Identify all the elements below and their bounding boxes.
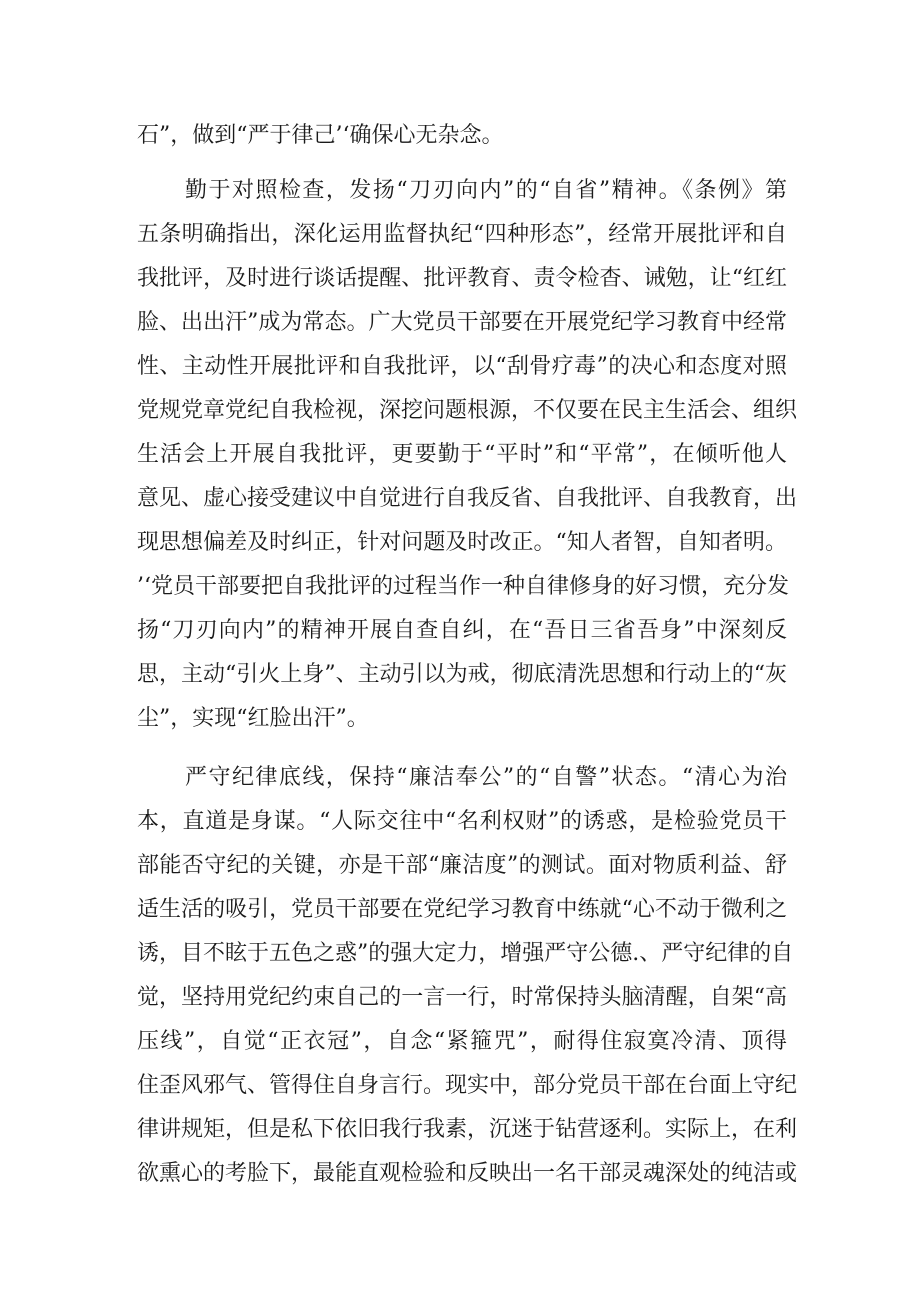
text-line: 现思想偏差及时纠正，针对问题及时改正。“知人者智，自知者明。 bbox=[137, 530, 787, 555]
text-line: 思，主动“引火上身”、主动引以为戒，彻底清洗思想和行动上的“灰 bbox=[137, 662, 787, 687]
text-line: 生活会上开展自我批评，更要勤于“平时”和“平常”，在倾听他人 bbox=[137, 442, 787, 467]
text-line: 扬“刀刃向内”的精神开展自查自纠，在“吾日三省吾身”中深刻反 bbox=[137, 618, 787, 643]
text-line: 尘”，实现“红脸出汗”。 bbox=[137, 706, 369, 731]
text-line: 律讲规矩，但是私下依旧我行我素，沉迷于钻营逐利。实际上，在利 bbox=[137, 1117, 798, 1142]
text-line: 适生活的吸引，党员干部要在党纪学习教育中练就“心不动于微利之 bbox=[137, 897, 787, 922]
paragraph-first-line: 严守纪律底线，保持“廉洁奉公”的“自警”状态。“清心为治 bbox=[185, 765, 787, 790]
text-line: 意见、虚心接受建议中自觉进行自我反省、自我批评、自我教育，出 bbox=[137, 486, 798, 511]
text-line: 诱，目不眩于五色之惑”的强大定力，增强严守公德.、严守纪律的自 bbox=[137, 941, 794, 966]
text-line: 压线”，自觉“正衣冠”，自念“紧箍咒”，耐得住寂寞冷清、顶得 bbox=[137, 1029, 787, 1054]
text-line: 我批评，及时进行谈话提醒、批评教育、责令检杳、诫勉，让“红红 bbox=[137, 266, 787, 291]
paragraph-first-line: 勤于对照检查，发扬“刀刃向内”的“自省”精神。《条例》第 bbox=[185, 178, 787, 203]
text-line: 石”，做到“严于律己’‘确保心无杂念。 bbox=[137, 123, 504, 148]
text-line: 觉，坚持用党纪约束自己的一言一行，时常保持头脑清醒，自架“高 bbox=[137, 985, 787, 1010]
text-line: 欲熏心的考脸下，最能直观检验和反映出一名干部灵魂深处的纯洁或 bbox=[137, 1161, 798, 1186]
text-line: 部能否守纪的关键，亦是干部“廉洁度”的测试。面对物质利益、舒 bbox=[137, 853, 787, 878]
text-line: ’‘党员干部要把自我批评的过程当作一种自律修身的好习惯，充分发 bbox=[137, 574, 789, 599]
text-line: 本，直道是身谋。“人际交往中“名利权财”的诱惑，是检验党员干 bbox=[137, 809, 787, 834]
text-line: 党规党章党纪自我检视，深挖问题根源，不仅要在民主生活会、组织 bbox=[137, 398, 798, 423]
text-line: 住歪风邪气、管得住自身言行。现实中，部分党员干部在台面上守纪 bbox=[137, 1073, 798, 1098]
text-line: 脸、出出汗”成为常态。广大党员干部要在开展党纪学习教育中经常 bbox=[137, 310, 787, 335]
text-line: 五条明确指出，深化运用监督执纪“四种形态”，经常开展批评和自 bbox=[137, 222, 787, 247]
text-line: 性、主动性开展批评和自我批评，以“刮骨疗毒”的决心和态度对照 bbox=[137, 354, 787, 379]
